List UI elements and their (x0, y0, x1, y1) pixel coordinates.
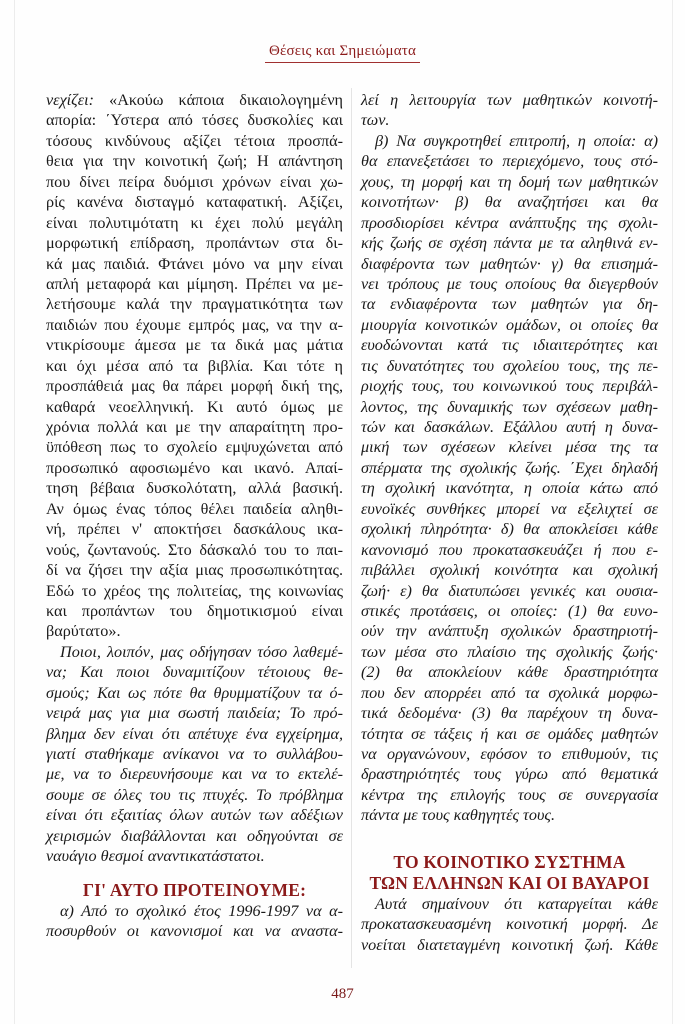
text-line: κά μας παιδιά. Φτάνει μόνο να μην είναι (46, 254, 343, 273)
text-line: και προπάντων του δημοτικισμού είναι (46, 601, 343, 620)
proposal-a-continued (361, 90, 658, 131)
heading-spacer (361, 826, 658, 852)
text-line: νει τρόπους με τους οποίους θα διεγερθούν (361, 274, 658, 293)
text-line: Εδώ το χρέος της πολιτείας, της κοινωνίας (46, 581, 343, 600)
page-number: 487 (331, 986, 354, 1002)
text-line: και όχι μέσα από τα βιβλία. Και τότε η (46, 356, 343, 375)
text-line: β) Να συγκροτηθεί επιτροπή, η οποία: α) (375, 131, 658, 150)
text-line: βλημα δεν είναι ότι απέτυχε ένα εγχείρημα, (46, 724, 343, 743)
text-line: είναι πολυτιμότατη κι έχει πολύ μεγάλη (46, 213, 343, 232)
text-line: χους, τη μορφή και τη δομή των μαθητικών (361, 172, 658, 191)
text-line: λεί η λειτουργία των μαθητικών κοινοτή- (361, 91, 658, 109)
text-line-rest: «Ακούω κάποια δικαιολογημένη (109, 91, 343, 109)
text-line: κοινοτήτων· β) θα αναζητήσει και θα (361, 193, 658, 212)
text-line: διαφέροντα των μαθητών· γ) θα επισημά- (361, 254, 658, 273)
text-line: σχολική πληρότητα· δ) θα αποκλείσει κάθε (361, 520, 658, 539)
text-line: απλή μεταφορά και μίμηση. Πρέπει να με- (46, 274, 343, 293)
text-line: μική των σχέσεων κλείνει μέσα της τα (361, 438, 658, 457)
text-line: που δεν απορρέει από τα σχολικά μορφω- (361, 683, 658, 702)
text-line: λετήσουμε καλά την πραγματικότητα των (46, 295, 343, 314)
text-line: βαρύτατο». (46, 622, 121, 641)
section-heading-community-line-2: ΤΩΝ ΕΛΛΗΝΩΝ ΚΑΙ ΟΙ ΒΑΥΑΡΟΙ (369, 872, 650, 893)
italic-lead: νεχίζει: (46, 91, 95, 109)
text-line: χρόνια πολλά και με την απαραίτητη προ- (46, 418, 343, 436)
text-line: νειρά μας για μια σωστή παιδεία; Το πρό- (46, 704, 343, 723)
text-line: ριοχής τους, του κοινωνικού τους περιβάλ- (361, 377, 658, 396)
text-line: προσπάθειά μας θα πάρει μορφή δική της, (46, 377, 343, 396)
text-line: πάντα με τους καθηγητές τους. (361, 806, 555, 825)
text-line: ευνοϊκές συνθήκες μπορεί να εξελιχτεί σε (361, 499, 658, 518)
text-line: σουμε σε όλες του τις πτυχές. Το πρόβλημα (46, 785, 343, 804)
text-line: σπέρματα της σχολικής ζωής. ΄Εχει δηλαδή (361, 458, 658, 477)
text-line: καθαρά νεοελληνική. Κι αυτό όμως με (46, 397, 343, 416)
proposal-b-paragraph (361, 131, 658, 826)
text-line: ποσυρθούν οι κανονισμοί και να αναστα- (46, 922, 343, 941)
community-paragraph (361, 894, 658, 955)
text-line: Αν όμως ένας τόπος θέλει παιδεία αληθι- (46, 499, 343, 518)
text-line: κής ζωής σε σχέση πάντα με τα αληθινά εν- (361, 234, 658, 253)
running-title: Θέσεις και Σημειώματα (265, 43, 420, 63)
text-line: με, να το διερευνήσουμε και να το εκτελέ- (46, 765, 343, 784)
text-line: μορφωτική επίδραση, προπάντων στα δι- (46, 234, 343, 253)
left-column (46, 90, 343, 942)
text-line: τότητα σε τάξεις ή και σε ομάδες μαθητών (361, 724, 658, 743)
text-line: ρίς κανένα δισταγμό καταφατική. Αξίζει, (46, 193, 343, 212)
text-line: προκατασκευασμένη κοινοτική μορφή. Δε (361, 915, 658, 934)
text-line: να; Και ποιοι δυναμιτίζουν τέτοιους θε- (46, 663, 343, 682)
text-line: πιβάλλει σχολική κοινότητα και σχολική (361, 561, 658, 580)
text-line: προσδιορίσει κέντρα ανάπτυξης της σχολι- (361, 213, 658, 232)
text-line: κανονισμό που προκατασκευάζει ή που ε- (361, 540, 658, 559)
questions-paragraph (46, 642, 343, 867)
text-line: δραστηριότητές τους γύρω από θεματικά (361, 765, 658, 784)
page-edge-left (14, 0, 15, 1024)
section-heading-community-line-1: ΤΟ ΚΟΙΝΟΤΙΚΟ ΣΥΣΤΗΜΑ (393, 851, 626, 872)
text-line: ζωή· ε) θα διατυπώσει γενικές και ουσια- (361, 581, 658, 600)
text-line: προσωπικό αφοσιωμένο και ικανό. Απαί- (46, 458, 343, 477)
text-line: ευοδώνονται κατά τις ιδιαιτερότητες και (361, 336, 658, 355)
text-line: χειρισμών διαβάλλονται και οδηγούνται σε (46, 826, 343, 845)
text-line: νούς, ζωντανούς. Στο δάσκαλό του το παι- (46, 540, 343, 559)
text-line: νοείται διατεταγμένη κοινοτική ζωή. Κάθε (361, 935, 658, 954)
text-line: Αυτά σημαίνουν ότι καταργείται κάθε (375, 894, 658, 913)
text-line (46, 90, 343, 110)
text-line: Ποιοι, λοιπόν, μας οδήγησαν τόσο λαθεμέ- (60, 642, 343, 661)
text-line: στικές προτάσεις, οι οποίες: (1) θα ευνο- (361, 601, 658, 620)
text-line: ντικρίσουμε άμεσα με τα δικά μας μάτια (46, 336, 343, 355)
text-line: θεια για την κοινοτική ζωή; Η απάντηση (46, 152, 343, 171)
text-line: γιατί σταθήκαμε ανίκανοι να το συλλάβου- (46, 745, 343, 763)
page-edge-right (672, 0, 673, 1024)
running-header (0, 42, 685, 63)
text-line: α) Από το σχολικό έτος 1996-1997 να α- (60, 901, 343, 920)
text-line: λοντος, της δυναμικής των σχέσεων μαθη- (361, 397, 658, 416)
text-line: που δίνει πείρα δυόμισι χρόνων είναι χω- (46, 172, 343, 191)
right-column (361, 90, 658, 955)
text-line: τις δυνατότητες του σχολείου τους, της πε- (361, 356, 658, 375)
text-line: να οργανώνουν, εφόσον το επιθυμούν, τις (361, 745, 658, 763)
section-heading-proposals: ΓΙ' ΑΥΤΟ ΠΡΟΤΕΙΝΟΥΜΕ: (82, 879, 307, 900)
text-line: τα ενδιαφέροντα των μαθητών για δη- (361, 295, 658, 314)
text-line: ναυάγιο θεσμοί αναντικατάστατοι. (46, 847, 265, 866)
text-line: των μέσα στο πλαίσιο της σχολικής ζωής· (361, 642, 658, 661)
text-line: τηση βέβαια δυσκολότατη, αλλά βασική. (46, 479, 343, 498)
text-line: των. (361, 111, 390, 130)
proposal-a-paragraph (46, 901, 343, 942)
text-line: ούν την ανάπτυξη σχολικών δραστηριοτή- (361, 622, 658, 641)
text-line: είναι ότι εξαιτίας όλων αυτών των αδέξιων (46, 806, 343, 825)
text-line: (2) θα αποκλείουν κάθε δραστηριότητα (361, 663, 658, 682)
text-line: τη σχολική ικανότητα, η οποία κάτω από (361, 479, 658, 498)
quote-paragraph (46, 90, 343, 642)
text-line: παιδιών που έχουμε εμπρός μας, να την α- (46, 315, 343, 334)
text-line: τόσους κινδύνους αξίζει τέτοια προσπά- (46, 131, 343, 150)
text-line: τών και δασκάλων. Εξάλλου αυτή η δυνα- (361, 418, 658, 436)
text-line: σμούς; Και ως πότε θα θρυμματίζουν τα ό- (46, 683, 343, 702)
text-line: τικά δεδομένα· (3) θα παρέχουν τη δυνα- (361, 704, 658, 723)
text-line: απορία: ΄Υστερα από τόσες δυσκολίες και (46, 111, 343, 130)
column-divider (351, 88, 352, 968)
text-line: ϋπόθεση πως το σχολείο εμψυχώνεται από (46, 438, 343, 457)
text-line: δί να ζήσει την αξία μιας προσωπικότητας. (46, 561, 343, 580)
text-line: θα επανεξετάσει το περιεχόμενο, τους στό- (361, 152, 658, 171)
text-line: νή, πρέπει ν' αποκτήσει δασκάλους ικα- (46, 520, 343, 539)
text-line: κέντρα της επιλογής τους σε συνεργασία (361, 785, 658, 804)
text-line: μιουργία κοινοτικών ομάδων, οι οποίες θα (361, 315, 658, 334)
